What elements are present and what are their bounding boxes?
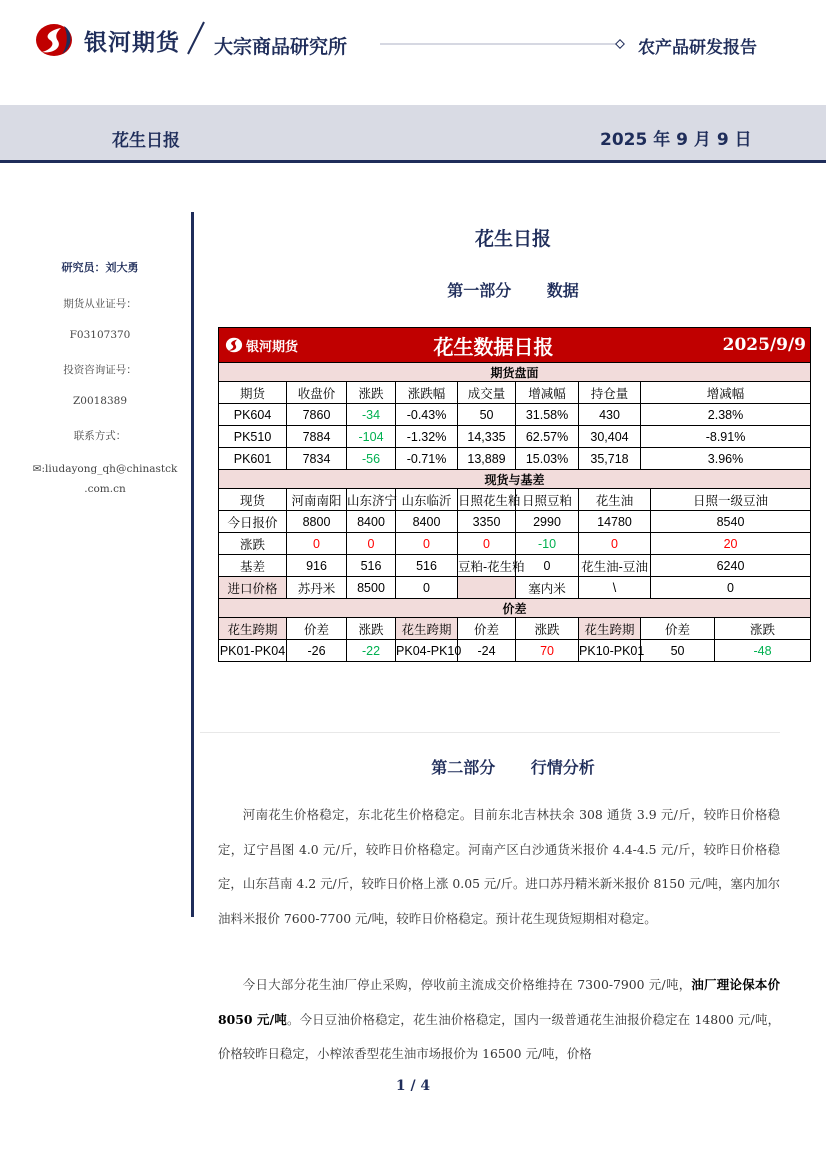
- section-label-spread: 价差: [219, 599, 811, 618]
- import-value: [458, 577, 516, 599]
- spot-price: 8400: [396, 511, 458, 533]
- table-date: 2025/9/9: [641, 328, 811, 363]
- volume-change: 62.57%: [516, 426, 579, 448]
- oi-change: -8.91%: [641, 426, 811, 448]
- volume: 14,335: [458, 426, 516, 448]
- table-title: 花生数据日报: [347, 328, 641, 363]
- analysis-text: 。今日豆油价格稳定，花生油价格稳定，国内一级普通花生油报价稳定在 14800 元/吨，价格较昨日稳定，小榨浓香型花生油市场报价为 16500 元/吨，价格: [218, 1011, 781, 1062]
- section-label-futures: 期货盘面: [219, 363, 811, 382]
- spread-col-header: 花生跨期: [219, 618, 287, 640]
- table-logo-icon: [225, 336, 243, 354]
- oi-change: 3.96%: [641, 448, 811, 470]
- spread-pair: PK01-PK04: [219, 640, 287, 662]
- table-logo-text: 银河期货: [246, 338, 299, 354]
- spot-change: 0: [347, 533, 396, 555]
- section-label-spot: 现货与基差: [219, 470, 811, 489]
- spot-change: 20: [651, 533, 811, 555]
- spot-col-header: 花生油: [579, 489, 651, 511]
- spread-pair: PK04-PK10: [396, 640, 458, 662]
- spread-col-header: 价差: [287, 618, 347, 640]
- price-change: -104: [347, 426, 396, 448]
- change-pct: -1.32%: [396, 426, 458, 448]
- spread-col-header: 花生跨期: [579, 618, 641, 640]
- spot-change: 0: [579, 533, 651, 555]
- futures-col-header: 成交量: [458, 382, 516, 404]
- import-value: \: [579, 577, 651, 599]
- band-report-date: 2025 年 9 月 9 日: [600, 130, 752, 150]
- institute-name: 大宗商品研究所: [214, 36, 348, 58]
- table-row: [219, 426, 811, 448]
- company-logo-text: 银河期货: [84, 30, 180, 56]
- researcher-name: 研究员：刘大勇: [61, 261, 139, 274]
- spread-change: -22: [347, 640, 396, 662]
- price-change: -56: [347, 448, 396, 470]
- advisory-license-label: 投资咨询证号：: [63, 364, 137, 376]
- table-row: [219, 533, 811, 555]
- peanut-data-table-container: [218, 327, 810, 662]
- spot-price: 3350: [458, 511, 516, 533]
- spread-header-row: [219, 618, 811, 640]
- spot-change: -10: [516, 533, 579, 555]
- table-logo: [219, 336, 347, 355]
- row-label: 今日报价: [219, 511, 287, 533]
- spot-price: 8400: [347, 511, 396, 533]
- oi-change: 2.38%: [641, 404, 811, 426]
- futures-license-label: 期货从业证号：: [63, 298, 137, 310]
- spot-header-row: [219, 489, 811, 511]
- open-interest: 30,404: [579, 426, 641, 448]
- price-change: -34: [347, 404, 396, 426]
- spot-col-header: 日照一级豆油: [651, 489, 811, 511]
- contact-email[interactable]: ✉:liudayong_qh@chinastck .com.cn: [32, 463, 178, 495]
- band-report-title: 花生日报: [112, 131, 180, 151]
- report-type: 农产品研发报告: [638, 38, 757, 58]
- section-row-spread: [219, 599, 811, 618]
- table-row: [219, 555, 811, 577]
- close-price: 7860: [287, 404, 347, 426]
- table-row: [219, 577, 811, 599]
- futures-col-header: 涨跌: [347, 382, 396, 404]
- futures-contract: PK601: [219, 448, 287, 470]
- spread-pair: PK10-PK01: [579, 640, 641, 662]
- header-decorative-line: [380, 40, 625, 48]
- futures-col-header: 收盘价: [287, 382, 347, 404]
- close-price: 7834: [287, 448, 347, 470]
- spot-col-header: 日照豆粕: [516, 489, 579, 511]
- spread-value: -24: [458, 640, 516, 662]
- import-value: 苏丹米: [287, 577, 347, 599]
- spread-value: -26: [287, 640, 347, 662]
- analysis-paragraph-2: [218, 968, 780, 1072]
- futures-col-header: 期货: [219, 382, 287, 404]
- spread-col-header: 价差: [641, 618, 715, 640]
- spread-change: 70: [516, 640, 579, 662]
- analysis-text: 今日大部分花生油厂停止采购，停收前主流成交价格维持在 7300-7900 元/吨，: [242, 977, 692, 992]
- advisory-license-number: Z0018389: [72, 395, 128, 407]
- spread-col-header: 涨跌: [715, 618, 811, 640]
- import-value: 0: [396, 577, 458, 599]
- peanut-data-table: [218, 327, 811, 662]
- spot-change: 0: [458, 533, 516, 555]
- section-row-spot: [219, 470, 811, 489]
- basis-value: 516: [396, 555, 458, 577]
- contact-label: 联系方式：: [73, 430, 127, 442]
- futures-col-header: 增减幅: [516, 382, 579, 404]
- spot-price: 14780: [579, 511, 651, 533]
- spread-col-header: 价差: [458, 618, 516, 640]
- close-price: 7884: [287, 426, 347, 448]
- table-row: [219, 511, 811, 533]
- spot-col-header: 山东济宁: [347, 489, 396, 511]
- breakeven-price-highlight: 油厂理论保本价 8050 元/吨: [218, 977, 780, 1027]
- basis-value: 0: [516, 555, 579, 577]
- page-title: 花生日报: [474, 228, 551, 250]
- spot-price: 2990: [516, 511, 579, 533]
- spot-col-header: 日照花生粕: [458, 489, 516, 511]
- section-heading-analysis: 第二部分 行情分析: [431, 758, 595, 777]
- futures-contract: PK510: [219, 426, 287, 448]
- import-value: 塞内米: [516, 577, 579, 599]
- analysis-paragraph-1: 河南花生价格稳定，东北花生价格稳定。目前东北吉林扶余 308 通货 3.9 元/斤，较昨日价格稳定，辽宁昌图 4.0 元/斤，较昨日价格稳定。河南产区白沙通货米报价 4.4-4.5 元/斤，较昨日价格稳定，山东莒南 4.2 元/斤，较昨日价格上涨 0.05 元/斤。进口苏丹精米新米报价 8150 元/吨，塞内加尔油料米报价 7600-7700 元/吨，较昨日价格稳定。预计花生现货短期相对稳定。: [218, 807, 780, 926]
- futures-contract: PK604: [219, 404, 287, 426]
- import-value: 8500: [347, 577, 396, 599]
- futures-col-header: 持仓量: [579, 382, 641, 404]
- open-interest: 35,718: [579, 448, 641, 470]
- table-row: [219, 640, 811, 662]
- change-pct: -0.71%: [396, 448, 458, 470]
- spot-change: 0: [396, 533, 458, 555]
- spread-change: -48: [715, 640, 811, 662]
- volume-change: 15.03%: [516, 448, 579, 470]
- open-interest: 430: [579, 404, 641, 426]
- volume: 13,889: [458, 448, 516, 470]
- spot-price: 8800: [287, 511, 347, 533]
- spread-col-header: 涨跌: [347, 618, 396, 640]
- import-value: 0: [651, 577, 811, 599]
- spot-change: 0: [287, 533, 347, 555]
- spot-col-header: 山东临沂: [396, 489, 458, 511]
- table-row: [219, 448, 811, 470]
- basis-value: 516: [347, 555, 396, 577]
- table-header-row: [219, 328, 811, 363]
- volume: 50: [458, 404, 516, 426]
- spread-col-header: 涨跌: [516, 618, 579, 640]
- futures-header-row: [219, 382, 811, 404]
- section-row-futures: [219, 363, 811, 382]
- page-number: 1 / 4: [395, 1078, 431, 1094]
- spread-col-header: 花生跨期: [396, 618, 458, 640]
- title-band-underline: [0, 160, 826, 163]
- change-pct: -0.43%: [396, 404, 458, 426]
- futures-license-number: F03107370: [69, 329, 131, 341]
- sidebar-divider: [191, 212, 194, 917]
- basis-value: 916: [287, 555, 347, 577]
- spot-price: 8540: [651, 511, 811, 533]
- row-label: 涨跌: [219, 533, 287, 555]
- spread-value: 50: [641, 640, 715, 662]
- section-separator: [200, 732, 780, 733]
- row-label: 进口价格: [219, 577, 287, 599]
- table-row: [219, 404, 811, 426]
- basis-value: 豆粕-花生粕: [458, 555, 516, 577]
- header-slash-divider: [184, 20, 208, 56]
- galaxy-futures-logo-icon: [34, 22, 74, 58]
- futures-col-header: 涨跌幅: [396, 382, 458, 404]
- volume-change: 31.58%: [516, 404, 579, 426]
- row-label: 基差: [219, 555, 287, 577]
- spot-col-header: 河南南阳: [287, 489, 347, 511]
- spot-col-header: 现货: [219, 489, 287, 511]
- table-logo-cell: [219, 328, 347, 363]
- basis-value: 花生油-豆油: [579, 555, 651, 577]
- basis-value: 6240: [651, 555, 811, 577]
- section-heading-data: 第一部分 数据: [447, 281, 579, 300]
- futures-col-header: 增减幅: [641, 382, 811, 404]
